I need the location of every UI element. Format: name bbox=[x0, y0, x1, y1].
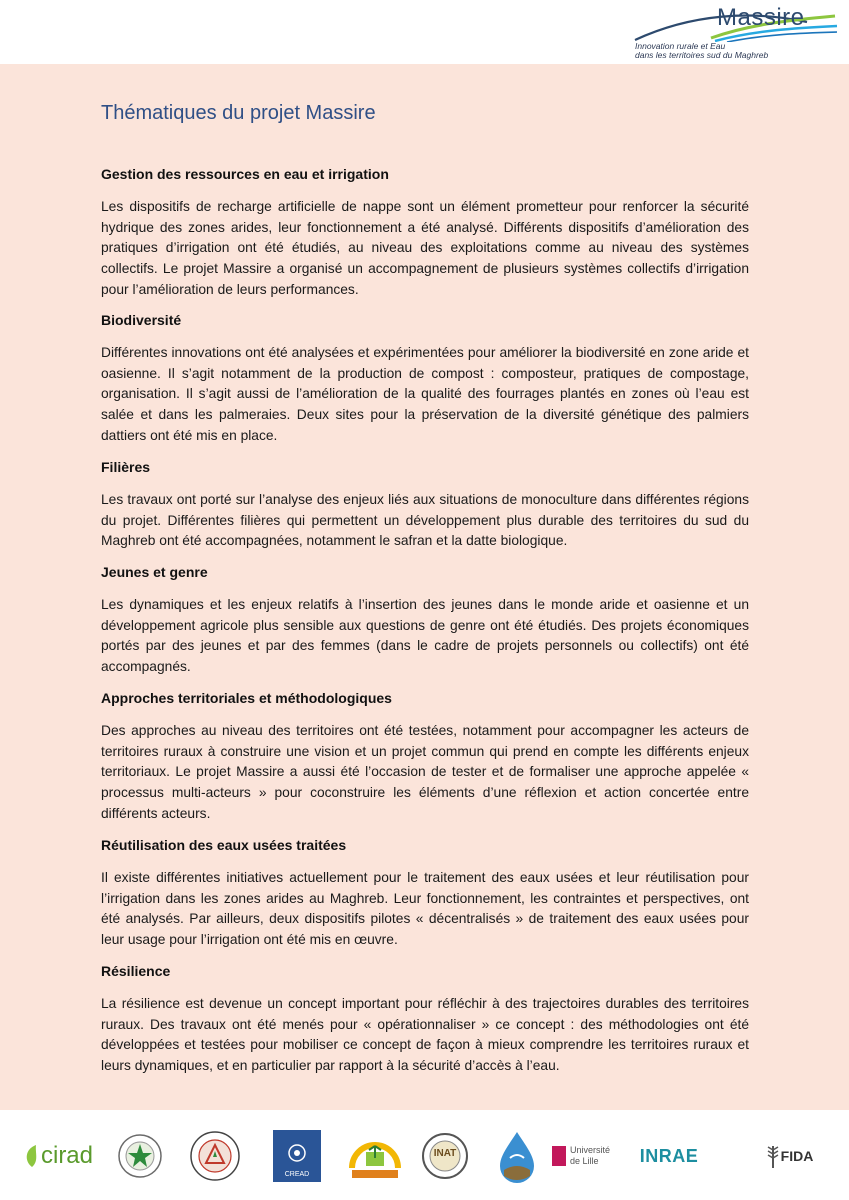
section-heading: Gestion des ressources en eau et irrigation bbox=[101, 166, 389, 182]
cread-logo bbox=[272, 1128, 322, 1184]
section-text: Différentes innovations ont été analysées et expérimentées pour améliorer la biodiversité en zone aride et oasienne. Il s’agit notamment de la production de compost : composteur, pratiques de compostage, organisation. Il s’agit aussi de l’amélioration de la qualité des fourrages plantés en zones où l’eau est salée et dans les palmeraies. Deux sites pour la préservation de la diversité génétique des palmiers dattiers ont été mis en place. bbox=[101, 345, 749, 443]
section-filieres bbox=[101, 457, 749, 552]
inat-logo bbox=[420, 1128, 470, 1184]
section-heading: Approches territoriales et méthodologiques bbox=[101, 690, 392, 706]
section-wastewater-reuse bbox=[101, 835, 749, 951]
section-text: Des approches au niveau des territoires ont été testées, notamment pour accompagner les acteurs de territoires ruraux à construire une vision et un projet commun qui prend en compte les différents enjeux territoriaux. Le projet Massire a aussi été l’occasion de tester et de formaliser une approche appelée « processus multi-acteurs » pour coconstruire les éléments d’une réflexion et action concertée entre différents acteurs. bbox=[101, 723, 749, 821]
crest-seal-icon bbox=[188, 1129, 242, 1183]
fida-wheat-icon bbox=[765, 1142, 781, 1170]
inat-logo-text: INAT bbox=[433, 1148, 457, 1159]
fida-logo-text: FIDA bbox=[780, 1148, 814, 1164]
cirad-logo bbox=[18, 1128, 98, 1184]
cread-logo-box bbox=[273, 1130, 321, 1182]
water-drop-logo bbox=[496, 1128, 538, 1184]
fida-logo bbox=[756, 1128, 822, 1184]
star-seal-icon bbox=[116, 1132, 164, 1180]
section-biodiversity bbox=[101, 310, 749, 447]
logo-name: Massire bbox=[717, 4, 805, 31]
section-text: La résilience est devenue un concept important pour réfléchir à des trajectoires durables des territoires ruraux. Des travaux ont été menés pour « opérationnaliser » ce concept : des méthodologies ont été développées et testées pour mobiliser ce concept de façon à mieux comprendre les territoires ruraux et leurs dynamiques, et en particulier par rapport à la sécurité d’accès à l’eau. bbox=[101, 996, 749, 1074]
header bbox=[0, 0, 849, 64]
cread-logo-text: CREAD bbox=[284, 1171, 310, 1178]
section-heading: Biodiversité bbox=[101, 312, 182, 328]
section-text: Les dynamiques et les enjeux relatifs à l’insertion des jeunes dans le monde aride et oasienne et un développement agricole plus sensible aux questions de genre ont été étudiés. Des projets économiques portés par des jeunes et par des femmes (dans le cadre de projets personnels ou collectifs) ont été accompagnés. bbox=[101, 597, 749, 675]
cirad-logo-text: cirad bbox=[40, 1142, 94, 1169]
inrae-logo bbox=[634, 1128, 704, 1184]
partner-institute-logo bbox=[344, 1128, 406, 1184]
partner-logos-footer bbox=[0, 1110, 849, 1200]
page-title: Thématiques du projet Massire bbox=[101, 102, 376, 124]
logo-tagline-line-1: Innovation rurale et Eau bbox=[635, 41, 726, 51]
partner-seal-2 bbox=[188, 1128, 242, 1184]
partner-seal-1 bbox=[116, 1128, 164, 1184]
section-heading: Jeunes et genre bbox=[101, 564, 208, 580]
content-area bbox=[0, 64, 849, 1110]
section-text: Les travaux ont porté sur l’analyse des enjeux liés aux situations de monoculture dans différentes régions du projet. Différentes filières qui permettent un développement plus durable des territoires du sud du Maghreb ont été accompagnées, notamment le safran et la datte biologique. bbox=[101, 492, 749, 549]
section-youth-gender bbox=[101, 562, 749, 678]
section-territorial-approaches bbox=[101, 688, 749, 825]
section-text: Il existe différentes initiatives actuellement pour le traitement des eaux usées et leur réutilisation pour l’irrigation dans les zones arides au Maghreb. Leur fonctionnement, les contraintes et perspectives, ont été analysés. Par ailleurs, deux dispositifs pilotes « décentralisés » de traitement des eaux usées pour leur usage pour l’irrigation ont été mis en œuvre. bbox=[101, 870, 749, 948]
lille-mark-icon bbox=[552, 1146, 566, 1166]
cread-emblem-icon bbox=[287, 1143, 307, 1163]
water-drop-icon bbox=[496, 1128, 538, 1184]
lille-logo-line-2: de Lille bbox=[570, 1156, 599, 1166]
logo-tagline-line-2: dans les territoires sud du Maghreb bbox=[635, 50, 769, 60]
palm-arch-icon bbox=[344, 1128, 406, 1184]
logo-tagline bbox=[635, 42, 768, 60]
section-resilience bbox=[101, 961, 749, 1077]
lille-logo-line-1: Université bbox=[570, 1145, 611, 1155]
section-heading: Résilience bbox=[101, 963, 171, 979]
section-text: Les dispositifs de recharge artificielle de nappe sont un élément prometteur pour renforcer la sécurité hydrique des zones arides, leur fonctionnement a été analysé. Différents dispositifs d’amélioration des pratiques d’irrigation ont été étudiés, au niveau des exploitations comme au niveau des systèmes collectifs. Le projet Massire a organisé un accompagnement de plusieurs systèmes collectifs d’irrigation pour l’amélioration de leurs performances. bbox=[101, 199, 749, 297]
lille-logo-text bbox=[570, 1145, 610, 1167]
universite-lille-logo bbox=[552, 1128, 622, 1184]
section-water-irrigation bbox=[101, 164, 749, 301]
section-heading: Réutilisation des eaux usées traitées bbox=[101, 837, 347, 853]
inrae-logo-text: INRAE bbox=[639, 1145, 699, 1166]
section-heading: Filières bbox=[101, 459, 151, 475]
cirad-leaf-icon bbox=[23, 1143, 41, 1169]
massire-logo bbox=[631, 2, 841, 62]
